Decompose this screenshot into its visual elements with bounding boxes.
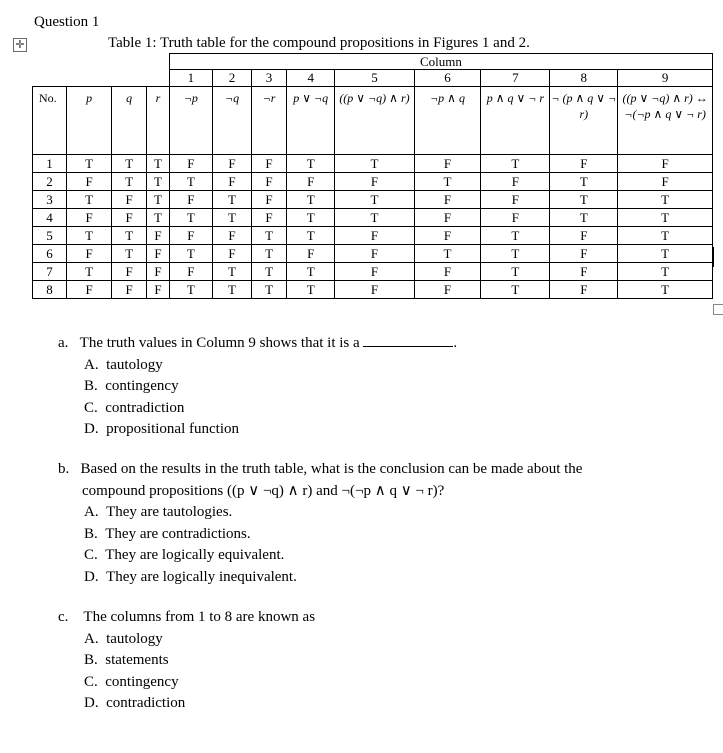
header-q: q [112, 87, 147, 155]
truth-value-cell: T [618, 263, 713, 281]
blank-cell [33, 54, 170, 70]
truth-value-cell: T [112, 227, 147, 245]
option-text: They are contradictions. [105, 525, 251, 542]
truth-value-cell: F [66, 209, 111, 227]
column-number: 8 [550, 70, 618, 87]
truth-value-cell: F [287, 245, 335, 263]
truth-value-cell: T [335, 209, 414, 227]
option-text: statements [105, 652, 169, 668]
truth-value-cell: T [147, 173, 170, 191]
row-number-cell: 7 [33, 263, 67, 281]
truth-value-cell: F [169, 263, 212, 281]
truth-value-cell: T [550, 191, 618, 209]
question-c [58, 607, 315, 715]
truth-value-cell: T [252, 281, 287, 299]
table-edge-marker [713, 247, 714, 267]
table-row [33, 281, 713, 299]
header-col1: ¬p [169, 87, 212, 155]
header-col3: ¬r [252, 87, 287, 155]
row-number-cell: 3 [33, 191, 67, 209]
option-a[interactable] [58, 629, 315, 651]
truth-value-cell: T [169, 281, 212, 299]
truth-value-cell: T [212, 191, 251, 209]
question-stem: The truth values in Column 9 shows that it is a [79, 335, 360, 351]
truth-value-cell: F [112, 209, 147, 227]
truth-value-cell: T [212, 209, 251, 227]
option-text: They are logically inequivalent. [106, 568, 297, 585]
table-row [33, 245, 713, 263]
option-text: propositional function [106, 421, 239, 437]
question-label: c. [58, 609, 69, 625]
truth-value-cell: T [481, 155, 550, 173]
table-caption: Table 1: Truth table for the compound propositions in Figures 1 and 2. [108, 35, 530, 51]
truth-value-cell: T [212, 263, 251, 281]
truth-value-cell: F [550, 155, 618, 173]
truth-value-cell: F [252, 191, 287, 209]
table-row [33, 155, 713, 173]
truth-value-cell: F [252, 155, 287, 173]
truth-value-cell: T [287, 281, 335, 299]
table-row [33, 209, 713, 227]
truth-value-cell: F [212, 155, 251, 173]
truth-value-cell: F [481, 173, 550, 191]
truth-value-cell: T [618, 281, 713, 299]
blank-cell [33, 70, 170, 87]
truth-value-cell: F [252, 173, 287, 191]
header-col8: ¬ (p ∧ q ∨ ¬ r) [550, 87, 618, 155]
truth-value-cell: F [112, 191, 147, 209]
truth-table-body [33, 155, 713, 299]
truth-value-cell: T [66, 191, 111, 209]
truth-value-cell: T [169, 209, 212, 227]
table-row [33, 173, 713, 191]
truth-value-cell: F [414, 263, 481, 281]
truth-value-cell: F [169, 227, 212, 245]
truth-value-cell: T [287, 155, 335, 173]
truth-value-cell: F [335, 227, 414, 245]
option-letter: B. [84, 378, 98, 394]
question-title: Question 1 [34, 14, 100, 30]
truth-value-cell: T [147, 191, 170, 209]
truth-value-cell: T [550, 209, 618, 227]
column-number: 4 [287, 70, 335, 87]
truth-value-cell: F [147, 245, 170, 263]
table-row [33, 191, 713, 209]
truth-value-cell: T [112, 245, 147, 263]
truth-value-cell: T [66, 227, 111, 245]
truth-value-cell: F [147, 227, 170, 245]
truth-value-cell: F [147, 281, 170, 299]
truth-value-cell: F [169, 191, 212, 209]
row-number-cell: 4 [33, 209, 67, 227]
header-col6: ¬p ∧ q [414, 87, 481, 155]
truth-value-cell: F [414, 155, 481, 173]
truth-value-cell: F [335, 281, 414, 299]
option-d[interactable] [58, 567, 582, 589]
truth-value-cell: T [147, 155, 170, 173]
truth-value-cell: T [147, 209, 170, 227]
table-row [33, 263, 713, 281]
truth-value-cell: T [66, 263, 111, 281]
truth-value-cell: F [212, 227, 251, 245]
truth-value-cell: F [112, 281, 147, 299]
option-text: tautology [106, 356, 163, 373]
option-c[interactable] [58, 398, 457, 420]
truth-value-cell: F [618, 155, 713, 173]
truth-value-cell: F [252, 209, 287, 227]
option-b[interactable] [58, 524, 582, 546]
truth-value-cell: F [481, 191, 550, 209]
header-col2: ¬q [212, 87, 251, 155]
question-stem: The columns from 1 to 8 are known as [83, 609, 316, 625]
stem-end: . [453, 335, 458, 351]
truth-value-cell: F [169, 155, 212, 173]
truth-value-cell: T [169, 173, 212, 191]
truth-value-cell: F [335, 173, 414, 191]
column-number: 3 [252, 70, 287, 87]
truth-value-cell: F [550, 227, 618, 245]
question-label: b. [58, 461, 70, 477]
row-number-cell: 6 [33, 245, 67, 263]
truth-value-cell: T [287, 263, 335, 281]
truth-value-cell: F [147, 263, 170, 281]
column-number: 6 [414, 70, 481, 87]
option-letter: B. [84, 652, 98, 668]
truth-value-cell: F [618, 173, 713, 191]
row-number-cell: 2 [33, 173, 67, 191]
table-row [33, 227, 713, 245]
column-number: 9 [618, 70, 713, 87]
truth-value-cell: F [414, 281, 481, 299]
truth-value-cell: T [414, 173, 481, 191]
option-letter: C. [84, 673, 98, 690]
truth-value-cell: T [66, 155, 111, 173]
option-letter: A. [84, 630, 99, 647]
truth-value-cell: T [618, 245, 713, 263]
answer-blank [363, 332, 453, 347]
truth-value-cell: T [252, 245, 287, 263]
truth-value-cell: F [550, 281, 618, 299]
column-number: 1 [169, 70, 212, 87]
truth-value-cell: F [212, 173, 251, 191]
header-col9: ((p ∨ ¬q) ∧ r) ↔ ¬(¬p ∧ q ∨ ¬ r) [618, 87, 713, 155]
truth-value-cell: T [287, 191, 335, 209]
truth-value-cell: F [212, 245, 251, 263]
table-resize-handle[interactable] [713, 304, 723, 315]
truth-value-cell: T [481, 227, 550, 245]
question-a [58, 332, 457, 441]
truth-value-cell: T [112, 155, 147, 173]
option-c[interactable] [58, 545, 582, 567]
truth-value-cell: F [112, 263, 147, 281]
question-b [58, 459, 582, 588]
table-move-handle-icon[interactable]: ✛ [13, 38, 27, 52]
header-no: No. [33, 87, 67, 155]
truth-value-cell: F [335, 245, 414, 263]
header-r: r [147, 87, 170, 155]
truth-value-cell: F [414, 191, 481, 209]
option-b[interactable] [58, 376, 457, 398]
truth-value-cell: F [481, 209, 550, 227]
column-group-header: Column [169, 54, 712, 70]
option-c[interactable] [58, 672, 315, 694]
truth-value-cell: F [66, 173, 111, 191]
option-text: They are tautologies. [106, 504, 233, 520]
option-letter: D. [84, 421, 99, 437]
truth-value-cell: F [414, 227, 481, 245]
column-number: 5 [335, 70, 414, 87]
row-number-cell: 8 [33, 281, 67, 299]
option-a[interactable] [58, 355, 457, 377]
truth-value-cell: F [287, 173, 335, 191]
row-number-cell: 5 [33, 227, 67, 245]
truth-value-cell: T [481, 281, 550, 299]
truth-value-cell: F [66, 245, 111, 263]
truth-value-cell: T [414, 245, 481, 263]
truth-value-cell: T [618, 191, 713, 209]
truth-value-cell: F [414, 209, 481, 227]
option-b[interactable] [58, 650, 315, 672]
truth-value-cell: T [335, 191, 414, 209]
option-text: contingency [105, 378, 179, 394]
option-d[interactable] [58, 419, 457, 441]
truth-value-cell: T [335, 155, 414, 173]
option-a[interactable] [58, 502, 582, 524]
column-number: 2 [212, 70, 251, 87]
option-letter: C. [84, 547, 98, 563]
truth-value-cell: F [550, 263, 618, 281]
truth-value-cell: T [287, 209, 335, 227]
truth-value-cell: F [66, 281, 111, 299]
option-letter: A. [84, 356, 99, 373]
option-text: tautology [106, 630, 163, 647]
header-col7: p ∧ q ∨ ¬ r [481, 87, 550, 155]
header-col5: ((p ∨ ¬q) ∧ r) [335, 87, 414, 155]
header-p: p [66, 87, 111, 155]
truth-value-cell: T [252, 227, 287, 245]
truth-value-cell: T [252, 263, 287, 281]
truth-value-cell: T [112, 173, 147, 191]
option-letter: C. [84, 399, 98, 416]
truth-value-cell: T [550, 173, 618, 191]
truth-value-cell: T [212, 281, 251, 299]
truth-value-cell: T [618, 209, 713, 227]
truth-value-cell: T [481, 263, 550, 281]
option-letter: A. [84, 504, 99, 520]
truth-value-cell: F [550, 245, 618, 263]
option-letter: D. [84, 568, 99, 585]
truth-value-cell: T [169, 245, 212, 263]
option-letter: D. [84, 695, 99, 711]
question-stem-line2: compound propositions ((p ∨ ¬q) ∧ r) and ¬(¬p ∧ q ∨ ¬ r)? [82, 482, 445, 499]
truth-value-cell: F [335, 263, 414, 281]
option-letter: B. [84, 525, 98, 542]
option-text: contradiction [105, 399, 185, 416]
option-text: They are logically equivalent. [105, 547, 285, 563]
question-stem: Based on the results in the truth table, what is the conclusion can be made about the [80, 461, 583, 477]
header-col4: p ∨ ¬q [287, 87, 335, 155]
option-text: contradiction [106, 695, 186, 711]
option-d[interactable] [58, 693, 315, 715]
option-text: contingency [105, 673, 179, 690]
truth-value-cell: T [287, 227, 335, 245]
question-label: a. [58, 335, 69, 351]
truth-table [32, 53, 713, 299]
column-number: 7 [481, 70, 550, 87]
truth-value-cell: T [481, 245, 550, 263]
truth-value-cell: T [618, 227, 713, 245]
row-number-cell: 1 [33, 155, 67, 173]
